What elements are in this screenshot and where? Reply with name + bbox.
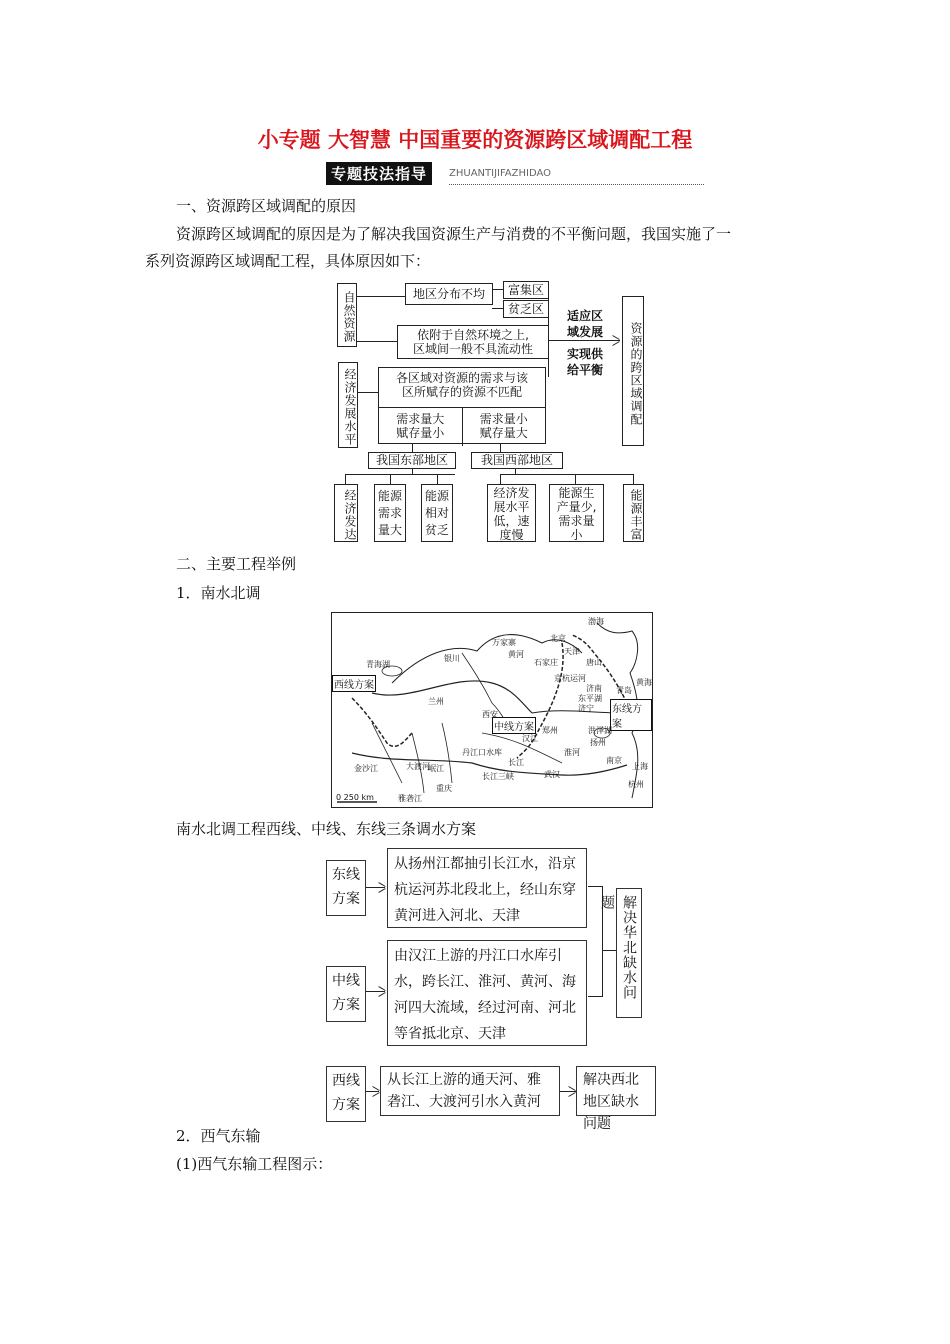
section1-paragraph-line1: 资源跨区域调配的原因是为了解决我国资源生产与消费的不平衡问题，我国实施了一: [176, 225, 732, 243]
place-label: 万家寨: [492, 638, 516, 647]
water-diversion-map: [331, 612, 653, 808]
place-label: 东平湖: [578, 694, 602, 703]
west-route-detail: 从长江上游的通天河、雅砻江、大渡河引水入黄河: [380, 1066, 560, 1116]
place-label: 济南: [586, 684, 602, 693]
place-label: 青海湖: [366, 660, 390, 669]
place-label: 雅砻江: [398, 794, 422, 803]
northwest-result: 解决西北地区缺水问题: [576, 1066, 656, 1116]
east-route-box: 东线方案: [326, 860, 366, 916]
place-label: 济宁: [578, 704, 594, 713]
place-label: 郑州: [542, 726, 558, 735]
place-label: 淮河: [564, 748, 580, 757]
west-energy-production-box: 能源生 产量少, 需求量 小: [549, 484, 604, 542]
place-label: 兰州: [428, 697, 444, 706]
place-label: 黄河: [508, 650, 524, 659]
place-label: 长江: [508, 758, 524, 767]
east-economy-box: 经济发达: [334, 484, 358, 542]
north-china-result: 解决华北缺水问题: [616, 888, 642, 1018]
west-route-label: 西线方案: [332, 675, 376, 692]
place-label: 渤海: [588, 617, 604, 626]
middle-route-box: 中线方案: [326, 966, 366, 1022]
west-route-box: 西线方案: [326, 1066, 366, 1122]
place-label: 天津: [564, 647, 580, 656]
map-caption: 南水北调工程西线、中线、东线三条调水方案: [176, 820, 477, 838]
resource-allocation-box: 资源的跨区域调配: [622, 296, 644, 446]
middle-route-label: 中线方案: [492, 717, 536, 734]
place-label: 岷江: [428, 764, 444, 773]
section1-paragraph-line2: 系列资源跨区域调配工程，具体原因如下：: [145, 252, 431, 270]
item2-subheading: (1)西气东输工程图示：: [176, 1155, 333, 1173]
item1-heading: 1．南水北调: [176, 584, 261, 602]
middle-route-detail: 由汉江上游的丹江口水库引水，跨长江、淮河、黄河、海河四大流域，经过河南、河北等省抵北京、天津: [387, 940, 587, 1046]
place-label: 扬州: [590, 738, 606, 747]
attached-environment-box: 依附于自然环境之上, 区域间一般不具流动性: [397, 325, 549, 359]
place-label: 南京: [606, 756, 622, 765]
uneven-distribution-box: 地区分布不均: [405, 283, 493, 305]
east-route-label: 东线方案: [610, 699, 652, 731]
place-label: 上海: [632, 762, 648, 771]
place-label: 青岛: [616, 686, 632, 695]
place-label: 银川: [444, 654, 460, 663]
place-label: 石家庄: [534, 658, 558, 667]
place-label: 黄海: [636, 678, 652, 687]
poor-area-box: 贫乏区: [503, 300, 549, 318]
place-label: 重庆: [436, 784, 452, 793]
east-route-detail: 从扬州江都抽引长江水，沿京杭运河苏北段北上，经山东穿黄河进入河北、天津: [387, 848, 587, 928]
place-label: 长江三峡: [482, 772, 514, 781]
place-label: 西安: [482, 710, 498, 719]
dotted-rule: [449, 184, 704, 185]
map-scale: 0 250 km: [336, 793, 374, 802]
mismatch-box: 各区域对资源的需求与该 区所赋存的资源不匹配 需求量大 赋存量小 需求量小 赋存量大: [378, 367, 546, 444]
place-label: 金沙江: [354, 764, 378, 773]
west-region-box: 我国西部地区: [471, 452, 563, 469]
section-tag: 专题技法指导: [326, 162, 432, 185]
section2-heading: 二、主要工程举例: [176, 555, 297, 573]
west-energy-rich-box: 能源丰富: [623, 484, 644, 542]
adaptation-note: 适应区 域发展 实现供 给平衡: [566, 309, 603, 377]
page-title: 小专题 大智慧 中国重要的资源跨区域调配工程: [257, 128, 693, 152]
place-label: 大渡河: [406, 762, 430, 771]
place-label: 洪泽湖: [588, 726, 612, 735]
east-energy-poor-box: 能源相对贫乏: [421, 484, 453, 542]
section1-heading: 一、资源跨区域调配的原因: [176, 197, 357, 215]
natural-resources-box: 自然资源: [337, 283, 357, 347]
place-label: 杭州: [628, 780, 644, 789]
section-tag-pinyin: ZHUANTIJIFAZHIDAO: [449, 168, 552, 179]
rich-area-box: 富集区: [503, 281, 549, 299]
place-label: 丹江口水库: [462, 748, 502, 757]
place-label: 唐山: [586, 658, 602, 667]
place-label: 京杭运河: [554, 674, 586, 683]
place-label: 武汉: [544, 770, 560, 779]
place-label: 北京: [550, 634, 566, 643]
east-region-box: 我国东部地区: [368, 452, 456, 469]
economic-level-box: 经济发展水平: [338, 362, 358, 448]
west-economy-box: 经济发 展水平 低，速 度慢: [487, 484, 536, 542]
east-energy-demand-box: 能源需求量大: [374, 484, 406, 542]
item2-heading: 2．西气东输: [176, 1127, 261, 1145]
place-label: 汉江: [522, 734, 538, 743]
